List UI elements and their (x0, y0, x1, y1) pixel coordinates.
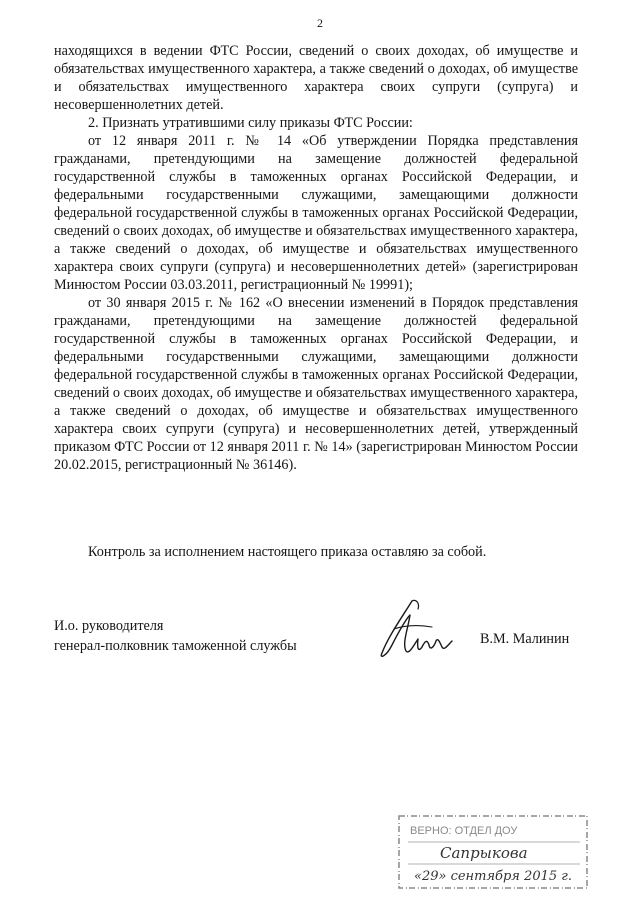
verification-stamp (396, 812, 592, 892)
stamp-line-1: ВЕРНО: ОТДЕЛ ДОУ (410, 825, 518, 837)
stamp-line-3: «29» сентября 2015 г. (414, 869, 572, 884)
page-number: 2 (317, 16, 323, 30)
paragraph-item-2: 2. Признать утратившими силу приказы ФТС России: (88, 115, 413, 131)
paragraph-order-1: от 12 января 2011 г. № 14 «Об утверждении Порядка представления гражданами, претендующими на замещение должностей федеральной государственной службы в таможенных органах Российской Федерации, и федеральными государственными служащими, замещающими должности федеральной государственной службы в таможенных органах Российской Федерации, сведений о своих доходах, об имуществе и обязательствах имущественного характера, а также сведений о доходах, об имуществе и обязательствах имущественного характера своих супруги (супруга) и несовершеннолетних детей» (зарегистрирован Минюстом России 03.03.2011, регистрационный № 19991); (54, 133, 578, 293)
signatory-name: В.М. Малинин (480, 631, 570, 647)
signatory-title-line-2: генерал-полковник таможенной службы (54, 638, 297, 654)
signatory-title-line-1: И.о. руководителя (54, 618, 164, 634)
handwritten-signature (372, 595, 462, 665)
document-body (54, 42, 578, 474)
paragraph-continuation: находящихся в ведении ФТС России, сведений о своих доходах, об имуществе и обязательствах имущественного характера, а также сведений о доходах, об имуществе и обязательствах имущественного характера своих супруги (супруга) и несовершеннолетних детей. (54, 43, 578, 113)
control-statement: Контроль за исполнением настоящего приказа оставляю за собой. (88, 544, 487, 560)
paragraph-order-2: от 30 января 2015 г. № 162 «О внесении изменений в Порядок представления гражданами, претендующими на замещение должностей федеральной государственной службы в таможенных органах Российской Федерации, и федеральными государственными служащими, замещающими должности федеральной государственной службы в таможенных органах Российской Федерации, сведений о своих доходах, об имуществе и обязательствах имущественного характера, а также сведений о доходах, об имуществе и обязательствах имущественного характера своих супруги (супруга) и несовершеннолетних детей, утвержденный приказом ФТС России от 12 января 2011 г. № 14» (зарегистрирован Минюстом России 20.02.2015, регистрационный № 36146). (54, 295, 578, 473)
signatory-title (54, 616, 297, 656)
stamp-line-2: Сапрыкова (440, 844, 528, 862)
